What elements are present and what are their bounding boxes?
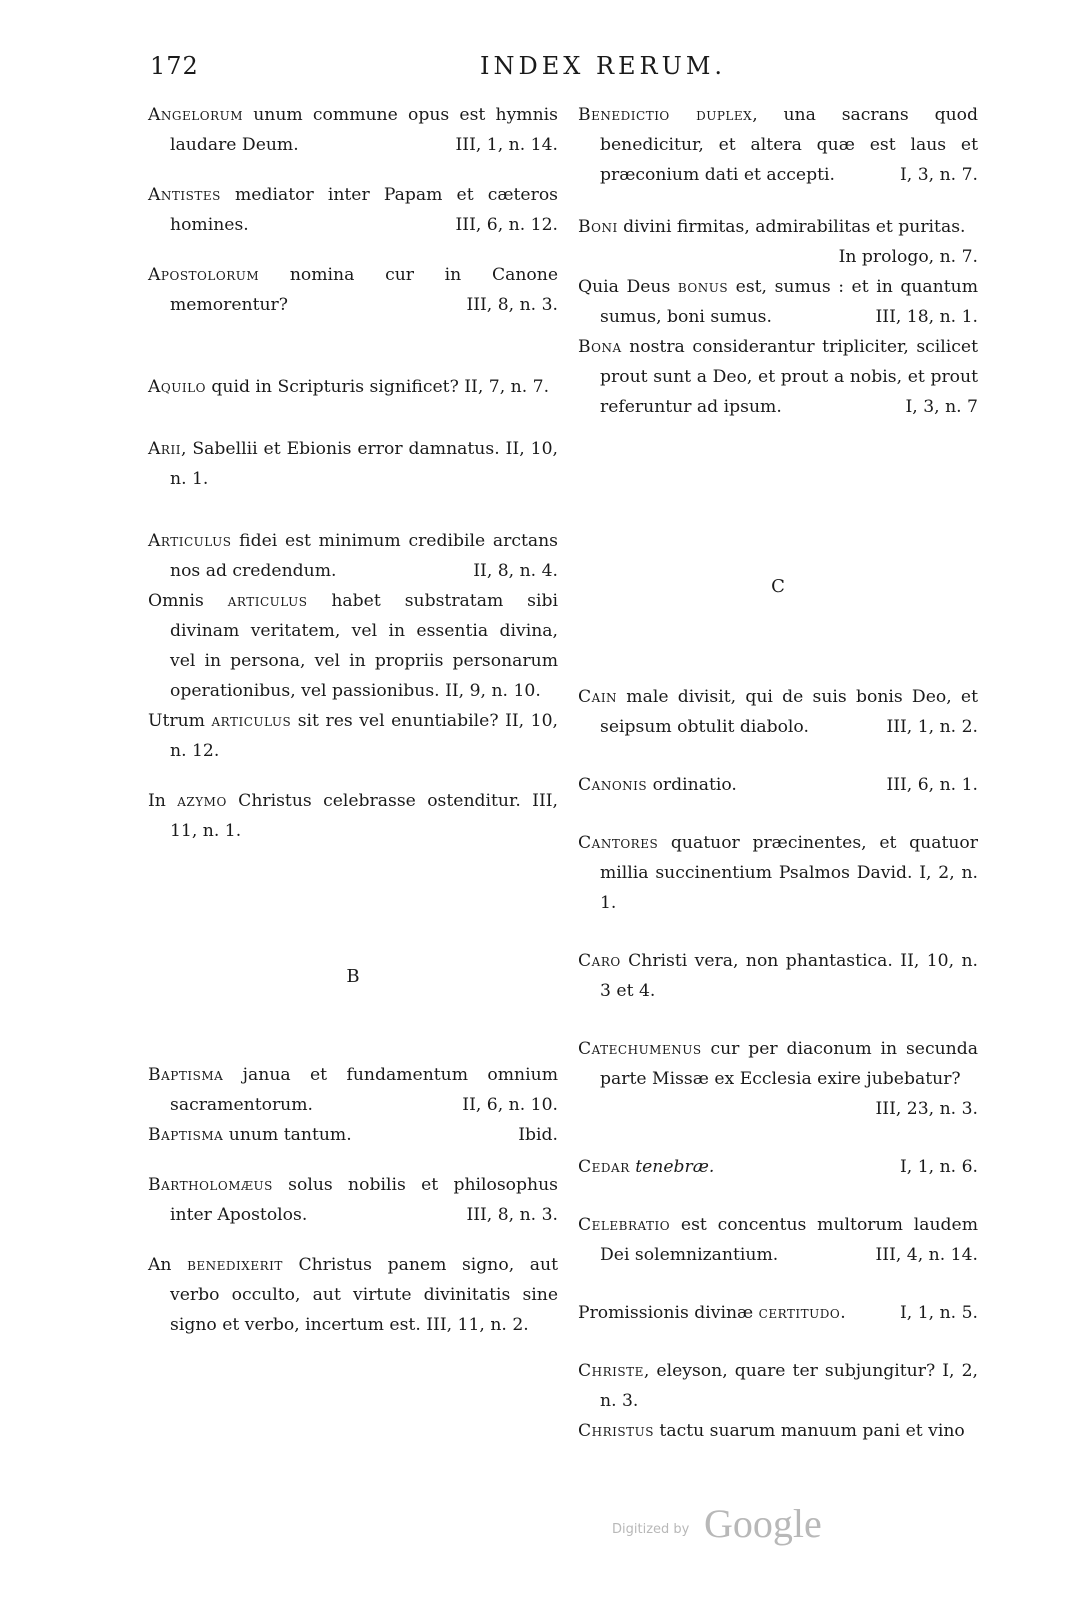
entry-text: ordinatio. [647, 775, 737, 795]
entry-headword: Aquilo [148, 377, 206, 397]
entry-text: tactu suarum manuum pani et vino [653, 1421, 965, 1441]
entry-text: male divisit, qui de suis bonis Deo, et seipsum obtulit diabolo. [600, 687, 978, 737]
entry-headword: Arii [148, 439, 181, 459]
entry-text: Christus celebrasse ostenditur. III, 11, n. 1. [170, 791, 558, 841]
entry-headword: Apostolorum [148, 265, 260, 285]
entry-reference: I, 3, n. 7 [905, 397, 978, 417]
entry-reference: In prologo, n. 7. [838, 247, 978, 267]
entry-text: quid in Scripturis significet? II, 7, n. 7. [205, 377, 550, 397]
entry-headword: Bona [578, 337, 622, 357]
entry-headword: articulus [211, 711, 292, 731]
entry-headword: Caro [578, 951, 621, 971]
section-letter: C [771, 576, 785, 597]
entry-gloss: tenebræ. [635, 1157, 715, 1177]
entry-reference: III, 1, n. 2. [886, 717, 978, 737]
entry-text: , eleyson, quare ter subjungitur? I, 2, n. 3. [600, 1361, 978, 1411]
page-number: 172 [150, 52, 199, 80]
entry-reference: III, 23, n. 3. [875, 1099, 978, 1119]
entry-reference: III, 6, n. 1. [886, 775, 978, 795]
entry-headword: Angelorum [148, 105, 244, 125]
entry-prefix: Quia Deus [578, 277, 678, 297]
entry-prefix: An [148, 1255, 188, 1275]
entry-reference: II, 6, n. 10. [462, 1095, 558, 1115]
entry-text: sit res vel enuntiabile? II, 10, n. 12. [170, 711, 558, 761]
entry-reference: III, 8, n. 3. [466, 295, 558, 315]
index-entry [148, 372, 558, 402]
index-entry [578, 1152, 978, 1182]
entry-text: habet substratam sibi divinam veritatem, vel in essentia divina, vel in persona, vel in propriis personarum operationibus, vel passionibus. II, 9, n. 10. [170, 591, 559, 701]
index-entry [578, 1416, 978, 1446]
index-entry [148, 1060, 558, 1120]
index-entry [578, 828, 978, 918]
google-logo: Google [704, 1501, 822, 1546]
entry-headword: Articulus [148, 531, 232, 551]
entry-prefix: In [148, 791, 178, 811]
entry-headword: benedixerit [187, 1255, 283, 1275]
entry-headword: Baptisma [148, 1125, 224, 1145]
entry-headword: Boni [578, 217, 618, 237]
left-column [148, 100, 558, 1340]
index-entry [578, 1298, 978, 1328]
entry-headword: Canonis [578, 775, 648, 795]
index-entry [148, 1250, 558, 1340]
index-entry [148, 586, 558, 706]
entry-text: mediator inter Papam et cæteros homines. [170, 185, 558, 235]
index-entry [148, 526, 558, 586]
index-entry [148, 1170, 558, 1230]
entry-text: est, sumus : et in quantum sumus, boni sumus. [600, 277, 978, 327]
entry-reference: III, 1, n. 14. [455, 135, 558, 155]
entry-text: unum tantum. [223, 1125, 352, 1145]
index-entry [148, 260, 558, 320]
entry-text: quatuor præcinentes, et quatuor millia succinentium Psalmos David. I, 2, n. 1. [600, 833, 978, 913]
index-entry [148, 434, 558, 494]
entry-text: est concentus multorum laudem Dei solemnizantium. [600, 1215, 978, 1265]
index-entry [578, 770, 978, 800]
entry-prefix: Promissionis divinæ [578, 1303, 759, 1323]
page-header [150, 52, 990, 88]
entry-headword: Cedar [578, 1157, 630, 1177]
entry-headword: Benedictio duplex [578, 105, 753, 125]
entry-text: unum commune opus est hymnis laudare Deum. [170, 105, 558, 155]
entry-headword: Celebratio [578, 1215, 671, 1235]
entry-headword: Cain [578, 687, 618, 707]
section-letter: B [346, 966, 360, 987]
index-entry [148, 786, 558, 846]
entry-reference: I, 1, n. 6. [900, 1157, 978, 1177]
index-entry [578, 682, 978, 742]
entry-headword: Christe [578, 1361, 644, 1381]
entry-headword: bonus [677, 277, 729, 297]
entry-headword: Cantores [578, 833, 659, 853]
right-column [578, 100, 978, 1446]
index-entry [578, 1356, 978, 1416]
index-entry [148, 180, 558, 240]
digitized-by-text: Digitized by [612, 1522, 690, 1537]
entry-reference: II, 8, n. 4. [473, 561, 558, 581]
entry-headword: Antistes [148, 185, 221, 205]
entry-reference: III, 18, n. 1. [875, 307, 978, 327]
entry-reference: I, 3, n. 7. [900, 165, 978, 185]
entry-headword: Catechumenus [578, 1039, 702, 1059]
entry-headword: Baptisma [148, 1065, 224, 1085]
entry-text: nomina cur in Canone memorentur? [170, 265, 558, 315]
entry-text: Christi vera, non phantastica. II, 10, n. 3 et 4. [600, 951, 978, 1001]
entry-reference: III, 6, n. 12. [455, 215, 558, 235]
index-entry [578, 100, 978, 190]
entry-headword: Bartholomæus [148, 1175, 273, 1195]
index-entry [578, 212, 978, 272]
entry-prefix: Omnis [148, 591, 228, 611]
index-entry [148, 1120, 558, 1150]
index-entry [578, 1210, 978, 1270]
index-entry [578, 332, 978, 422]
running-title: INDEX RERUM. [480, 52, 727, 80]
index-entry [148, 100, 558, 160]
entry-text: , una sacrans quod benedicitur, et altera quæ est laus et præconium dati et accepti. [600, 105, 978, 185]
index-entry [148, 706, 558, 766]
entry-headword: articulus [227, 591, 308, 611]
google-watermark [612, 1500, 832, 1560]
entry-text: divini firmitas, admirabilitas et puritas. [617, 217, 966, 237]
index-entry [578, 272, 978, 332]
entry-text: , Sabellii et Ebionis error damnatus. II, 10, n. 1. [170, 439, 558, 489]
entry-text: cur per diaconum in secunda parte Missæ ex Ecclesia exire jubebatur? [600, 1039, 978, 1089]
entry-text: Christus panem signo, aut verbo occulto, aut virtute divinitatis sine signo et verbo, incertum est. III, 11, n. 2. [170, 1255, 558, 1335]
entry-reference: I, 1, n. 5. [900, 1303, 978, 1323]
entry-prefix: Utrum [148, 711, 212, 731]
entry-reference: III, 4, n. 14. [875, 1245, 978, 1265]
entry-headword: Christus [578, 1421, 654, 1441]
entry-text: nostra considerantur tripliciter, scilicet prout sunt a Deo, et prout a nobis, et prout referuntur ad ipsum. [600, 337, 978, 417]
index-entry [578, 946, 978, 1006]
entry-text: solus nobilis et philosophus inter Apostolos. [170, 1175, 558, 1225]
entry-headword: certitudo [758, 1303, 841, 1323]
entry-headword: azymo [177, 791, 227, 811]
entry-reference: Ibid. [518, 1125, 558, 1145]
entry-text: . [840, 1303, 846, 1323]
entry-text: fidei est minimum credibile arctans nos ad credendum. [170, 531, 558, 581]
entry-text: janua et fundamentum omnium sacramentorum. [170, 1065, 558, 1115]
index-entry [578, 1034, 978, 1124]
entry-reference: III, 8, n. 3. [466, 1205, 558, 1225]
